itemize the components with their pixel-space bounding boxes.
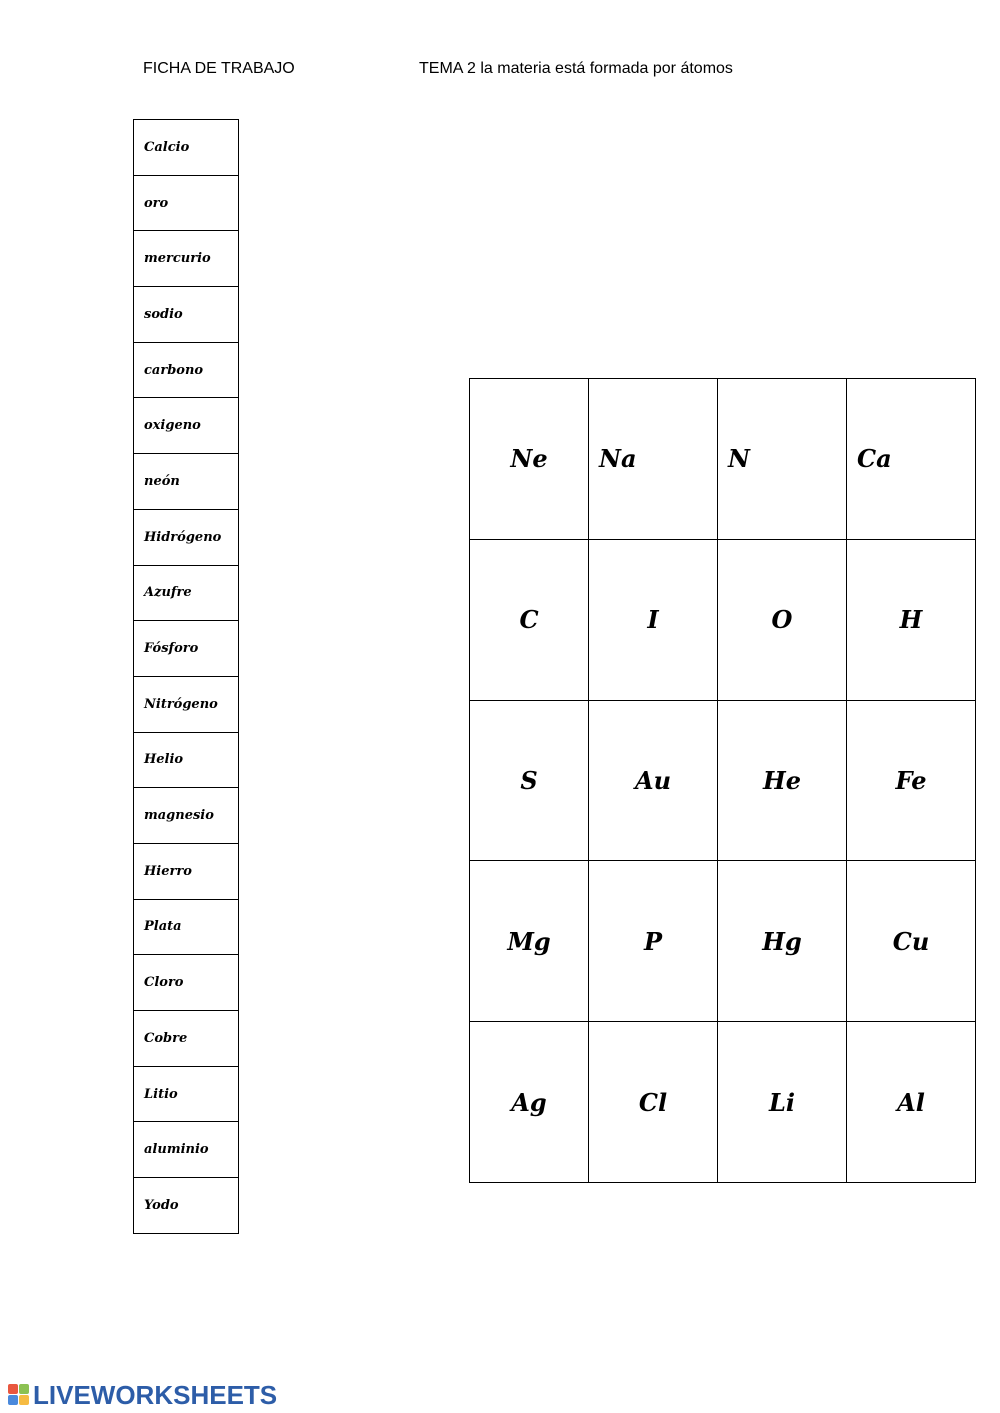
element-symbol-cell[interactable]: Ne: [470, 379, 589, 540]
element-name-cell[interactable]: oxigeno: [134, 398, 239, 454]
element-symbol-cell[interactable]: Al: [847, 1022, 976, 1183]
element-name-cell[interactable]: Litio: [134, 1066, 239, 1122]
name-row: [134, 1066, 239, 1122]
liveworksheets-logo[interactable]: [8, 1381, 277, 1409]
element-name-cell[interactable]: aluminio: [134, 1122, 239, 1178]
element-name-cell[interactable]: Hierro: [134, 843, 239, 899]
element-name-cell[interactable]: neón: [134, 454, 239, 510]
element-symbol-cell[interactable]: Ag: [470, 1022, 589, 1183]
name-row: [134, 342, 239, 398]
element-name-cell[interactable]: Cloro: [134, 955, 239, 1011]
name-row: [134, 955, 239, 1011]
symbol-row: [470, 861, 976, 1022]
name-row: [134, 454, 239, 510]
name-row: [134, 120, 239, 176]
element-symbol-cell[interactable]: I: [589, 539, 718, 700]
logo-square: [8, 1384, 18, 1394]
name-row: [134, 788, 239, 844]
element-name-cell[interactable]: Plata: [134, 899, 239, 955]
name-row: [134, 287, 239, 343]
name-row: [134, 231, 239, 287]
worksheet-label: FICHA DE TRABAJO: [143, 60, 295, 77]
name-row: [134, 899, 239, 955]
name-row: [134, 398, 239, 454]
element-symbol-cell[interactable]: C: [470, 539, 589, 700]
logo-square: [8, 1395, 18, 1405]
element-name-cell[interactable]: oro: [134, 175, 239, 231]
element-symbol-cell[interactable]: O: [718, 539, 847, 700]
name-row: [134, 565, 239, 621]
element-name-cell[interactable]: sodio: [134, 287, 239, 343]
element-name-cell[interactable]: magnesio: [134, 788, 239, 844]
element-names-column: [133, 119, 239, 1234]
logo-text: LIVEWORKSHEETS: [33, 1379, 278, 1410]
element-symbol-cell[interactable]: He: [718, 700, 847, 861]
element-symbol-cell[interactable]: S: [470, 700, 589, 861]
element-symbol-cell[interactable]: N: [718, 379, 847, 540]
worksheet-topic: TEMA 2 la materia está formada por átomos: [419, 60, 733, 77]
element-symbol-cell[interactable]: Au: [589, 700, 718, 861]
symbol-row: [470, 700, 976, 861]
name-row: [134, 621, 239, 677]
element-name-cell[interactable]: carbono: [134, 342, 239, 398]
logo-square: [19, 1395, 29, 1405]
element-name-cell[interactable]: mercurio: [134, 231, 239, 287]
element-symbol-cell[interactable]: Cl: [589, 1022, 718, 1183]
element-name-cell[interactable]: Nitrógeno: [134, 676, 239, 732]
element-name-cell[interactable]: Cobre: [134, 1011, 239, 1067]
name-row: [134, 175, 239, 231]
element-name-cell[interactable]: Hidrógeno: [134, 509, 239, 565]
name-row: [134, 1122, 239, 1178]
liveworksheets-logo-icon: [8, 1384, 30, 1406]
name-row: [134, 676, 239, 732]
name-row: [134, 843, 239, 899]
name-row: [134, 1178, 239, 1234]
element-name-cell[interactable]: Calcio: [134, 120, 239, 176]
element-symbol-cell[interactable]: Mg: [470, 861, 589, 1022]
symbol-row: [470, 379, 976, 540]
element-symbol-cell[interactable]: Ca: [847, 379, 976, 540]
element-symbol-cell[interactable]: P: [589, 861, 718, 1022]
name-row: [134, 509, 239, 565]
element-symbol-cell[interactable]: Fe: [847, 700, 976, 861]
element-name-cell[interactable]: Azufre: [134, 565, 239, 621]
element-symbol-cell[interactable]: Na: [589, 379, 718, 540]
element-symbols-grid: [469, 378, 976, 1183]
element-symbol-cell[interactable]: Li: [718, 1022, 847, 1183]
symbol-row: [470, 1022, 976, 1183]
symbol-row: [470, 539, 976, 700]
name-row: [134, 1011, 239, 1067]
element-symbol-cell[interactable]: Cu: [847, 861, 976, 1022]
element-name-cell[interactable]: Yodo: [134, 1178, 239, 1234]
element-symbol-cell[interactable]: Hg: [718, 861, 847, 1022]
logo-square: [19, 1384, 29, 1394]
name-row: [134, 732, 239, 788]
element-name-cell[interactable]: Fósforo: [134, 621, 239, 677]
element-name-cell[interactable]: Helio: [134, 732, 239, 788]
element-symbol-cell[interactable]: H: [847, 539, 976, 700]
